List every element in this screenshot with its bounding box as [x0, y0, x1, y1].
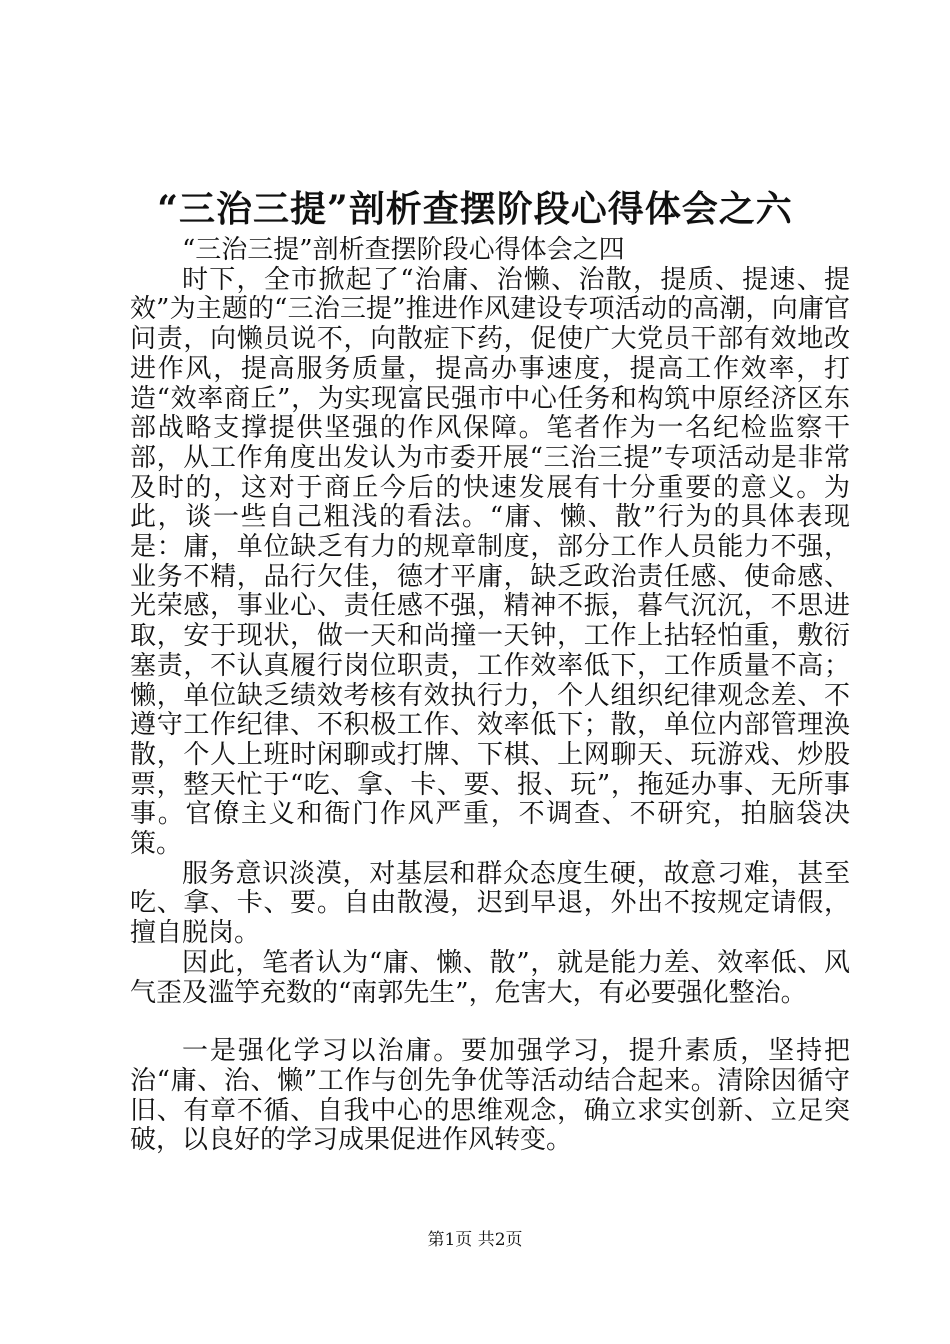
body-paragraph: 一是强化学习以治庸。要加强学习，提升素质，坚持把治“庸、治、懒”工作与创先争优等活动结合起来。清除因循守旧、有章不循、自我中心的思维观念，确立求实创新、立足突破，以良好的学习成果促进作风转变。	[130, 1036, 850, 1156]
page-title: “三治三提”剖析查摆阶段心得体会之六	[157, 188, 793, 230]
body-paragraph: 因此，笔者认为“庸、懒、散”，就是能力差、效率低、风气歪及滥竽充数的“南郭先生”，危害大，有必要强化整治。	[130, 947, 850, 1008]
paragraph-spacer	[130, 1008, 850, 1037]
body-paragraph: 服务意识淡漠，对基层和群众态度生硬，故意刁难，甚至吃、拿、卡、要。自由散漫，迟到早退，外出不按规定请假，擅自脱岗。	[130, 858, 850, 949]
body-paragraph: 时下，全市掀起了“治庸、治懒、治散，提质、提速、提效”为主题的“三治三提”推进作风建设专项活动的高潮，向庸官问责，向懒员说不，向散症下药，促使广大党员干部有效地改进作风，提高服务质量，提高办事速度，提高工作效率，打造“效率商丘”，为实现富民强市中心任务和构筑中原经济区东部战略支撑提供坚强的作风保障。笔者作为一名纪检监察干部，从工作角度出发认为市委开展“三治三提”专项活动是非常及时的，这对于商丘今后的快速发展有十分重要的意义。为此，谈一些自己粗浅的看法。“庸、懒、散”行为的具体表现是：庸，单位缺乏有力的规章制度，部分工作人员能力不强，业务不精，品行欠佳，德才平庸，缺乏政治责任感、使命感、光荣感，事业心、责任感不强，精神不振，暮气沉沉，不思进取，安于现状，做一天和尚撞一天钟，工作上拈轻怕重，敷衍塞责，不认真履行岗位职责，工作效率低下，工作质量不高；懒，单位缺乏绩效考核有效执行力，个人组织纪律观念差、不遵守工作纪律、不积极工作、效率低下；散，单位内部管理涣散，个人上班时闲聊或打牌、下棋、上网聊天、玩游戏、炒股票，整天忙于“吃、拿、卡、要、报、玩”，拖延办事、无所事事。官僚主义和衙门作风严重，不调查、不研究，拍脑袋决策。	[130, 264, 850, 860]
document-body	[130, 236, 850, 1156]
page-number-footer: 第1页 共2页	[427, 1230, 523, 1250]
subtitle-paragraph: “三治三提”剖析查摆阶段心得体会之四	[182, 235, 625, 265]
